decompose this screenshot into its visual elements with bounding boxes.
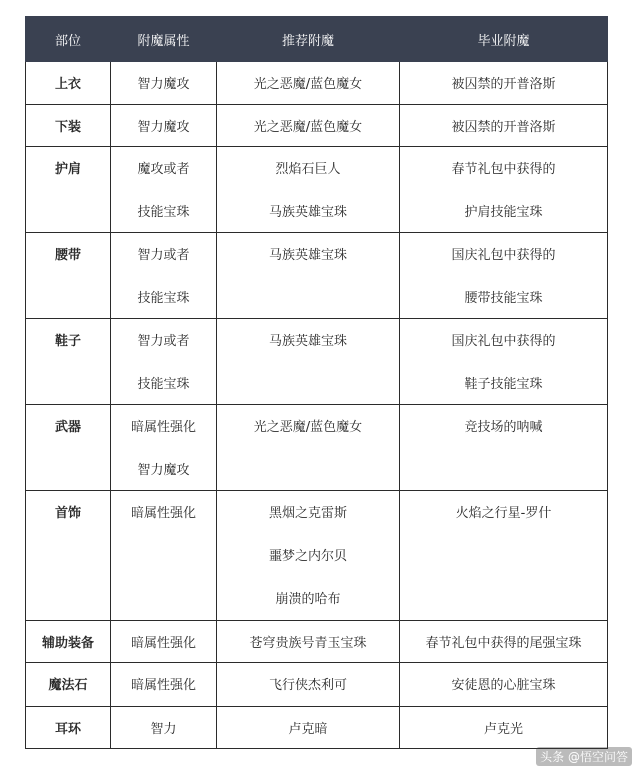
recommended-cell xyxy=(217,319,400,405)
recommended-cell xyxy=(217,621,400,663)
attribute-cell xyxy=(111,319,217,405)
attribute-cell xyxy=(111,621,217,663)
cell-line: 护肩技能宝珠 xyxy=(464,205,543,220)
cell-line: 卢克光 xyxy=(483,722,523,737)
table-row xyxy=(26,147,608,233)
recommended-cell xyxy=(217,491,400,621)
part-cell: 武器 xyxy=(26,405,111,491)
cell-line: 火焰之行星-罗什 xyxy=(455,506,552,521)
recommended-cell xyxy=(217,233,400,319)
recommended-cell xyxy=(217,707,400,749)
graduation-cell xyxy=(400,319,608,405)
table-row xyxy=(26,105,608,147)
part-cell: 首饰 xyxy=(26,491,111,621)
cell-line: 光之恶魔/蓝色魔女 xyxy=(253,77,363,92)
table-row xyxy=(26,405,608,491)
cell-line: 马族英雄宝珠 xyxy=(268,334,347,349)
cell-line: 卢克暗 xyxy=(288,722,328,737)
table-row xyxy=(26,62,608,105)
attribute-cell xyxy=(111,62,217,105)
graduation-cell xyxy=(400,62,608,105)
part-cell: 护肩 xyxy=(26,147,111,233)
cell-line: 智力魔攻 xyxy=(137,77,190,92)
cell-line: 腰带技能宝珠 xyxy=(464,291,543,306)
cell-line: 光之恶魔/蓝色魔女 xyxy=(253,420,363,435)
table-row xyxy=(26,491,608,621)
cell-line: 智力 xyxy=(150,722,177,737)
part-cell: 上衣 xyxy=(26,62,111,105)
graduation-cell xyxy=(400,233,608,319)
cell-line: 黑烟之克雷斯 xyxy=(268,506,347,521)
graduation-cell xyxy=(400,105,608,147)
cell-line: 暗属性强化 xyxy=(130,506,196,521)
graduation-cell xyxy=(400,663,608,707)
cell-line: 暗属性强化 xyxy=(130,678,196,693)
cell-line: 暗属性强化 xyxy=(130,636,196,651)
cell-line: 智力或者 xyxy=(137,248,190,263)
attribute-cell xyxy=(111,105,217,147)
table-row xyxy=(26,663,608,707)
recommended-cell xyxy=(217,62,400,105)
cell-line: 春节礼包中获得的尾强宝珠 xyxy=(425,636,582,651)
cell-line: 飞行侠杰利可 xyxy=(268,678,347,693)
cell-line: 国庆礼包中获得的 xyxy=(451,248,556,263)
cell-line: 噩梦之内尔贝 xyxy=(268,549,347,564)
graduation-cell xyxy=(400,491,608,621)
cell-line: 烈焰石巨人 xyxy=(275,162,341,177)
graduation-cell xyxy=(400,621,608,663)
cell-line: 技能宝珠 xyxy=(137,291,190,306)
table-row xyxy=(26,621,608,663)
graduation-cell xyxy=(400,405,608,491)
part-cell: 辅助装备 xyxy=(26,621,111,663)
cell-line: 智力或者 xyxy=(137,334,190,349)
cell-line: 被囚禁的开普洛斯 xyxy=(451,120,556,135)
part-cell: 魔法石 xyxy=(26,663,111,707)
attribute-cell xyxy=(111,405,217,491)
cell-line: 国庆礼包中获得的 xyxy=(451,334,556,349)
recommended-cell xyxy=(217,105,400,147)
cell-line: 智力魔攻 xyxy=(137,463,190,478)
cell-line: 崩溃的哈布 xyxy=(275,592,341,607)
cell-line: 技能宝珠 xyxy=(137,205,190,220)
cell-line: 魔攻或者 xyxy=(137,162,190,177)
part-cell: 腰带 xyxy=(26,233,111,319)
table-row xyxy=(26,233,608,319)
watermark: 头条 @悟空问答 xyxy=(536,747,632,766)
cell-line: 春节礼包中获得的 xyxy=(451,162,556,177)
header-row xyxy=(26,17,608,62)
graduation-cell xyxy=(400,147,608,233)
table-row xyxy=(26,319,608,405)
cell-line: 竞技场的呐喊 xyxy=(464,420,543,435)
attribute-cell xyxy=(111,233,217,319)
cell-line: 光之恶魔/蓝色魔女 xyxy=(253,120,363,135)
attribute-cell xyxy=(111,663,217,707)
cell-line: 被囚禁的开普洛斯 xyxy=(451,77,556,92)
enchant-table xyxy=(25,16,608,749)
cell-line: 技能宝珠 xyxy=(137,377,190,392)
attribute-cell xyxy=(111,707,217,749)
graduation-cell xyxy=(400,707,608,749)
header-part: 部位 xyxy=(26,17,111,62)
cell-line: 鞋子技能宝珠 xyxy=(464,377,543,392)
part-cell: 鞋子 xyxy=(26,319,111,405)
header-recommended: 推荐附魔 xyxy=(217,17,400,62)
cell-line: 苍穹贵族号青玉宝珠 xyxy=(249,636,367,651)
header-attribute: 附魔属性 xyxy=(111,17,217,62)
cell-line: 安徒恩的心脏宝珠 xyxy=(451,678,556,693)
part-cell: 下装 xyxy=(26,105,111,147)
table-row xyxy=(26,707,608,749)
recommended-cell xyxy=(217,663,400,707)
attribute-cell xyxy=(111,147,217,233)
cell-line: 马族英雄宝珠 xyxy=(268,205,347,220)
cell-line: 智力魔攻 xyxy=(137,120,190,135)
recommended-cell xyxy=(217,147,400,233)
header-graduation: 毕业附魔 xyxy=(400,17,608,62)
part-cell: 耳环 xyxy=(26,707,111,749)
recommended-cell xyxy=(217,405,400,491)
cell-line: 暗属性强化 xyxy=(130,420,196,435)
attribute-cell xyxy=(111,491,217,621)
cell-line: 马族英雄宝珠 xyxy=(268,248,347,263)
